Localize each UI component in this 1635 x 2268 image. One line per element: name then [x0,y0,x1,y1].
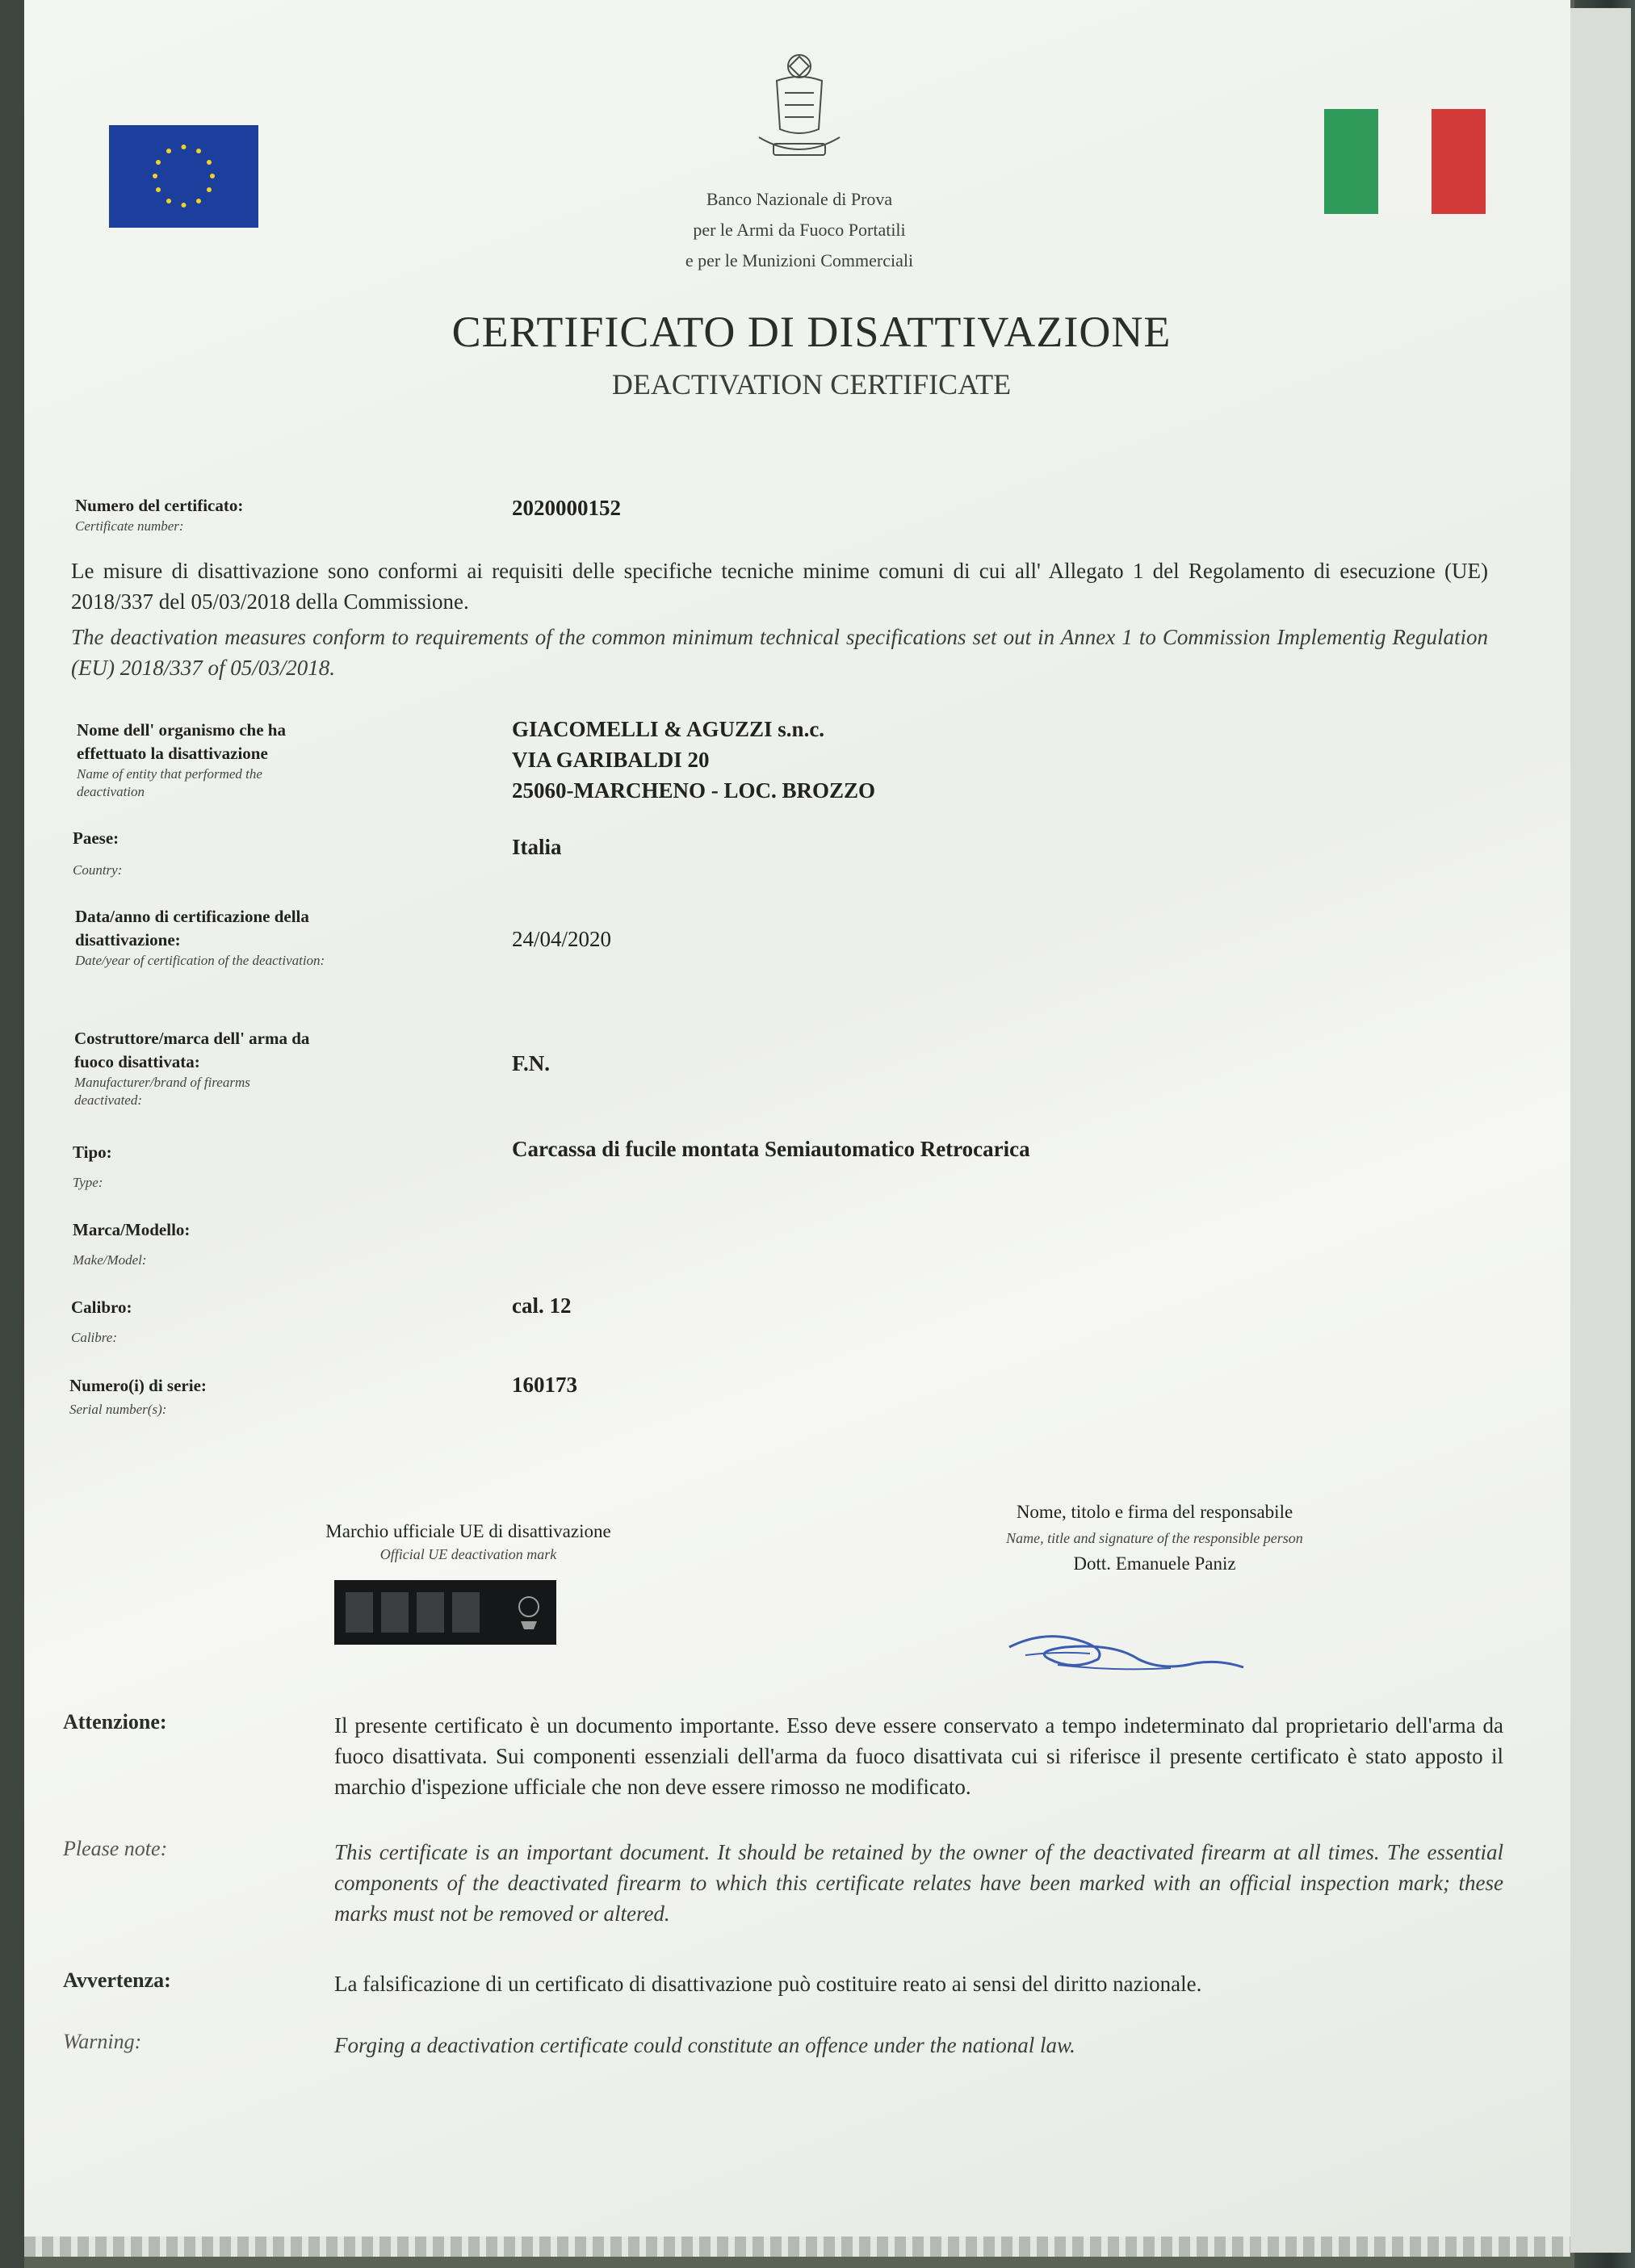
type-label: Tipo: [73,1142,112,1162]
model-label-en: Make/Model: [73,1252,147,1268]
mark-label: Marchio ufficiale UE di disattivazione [325,1521,611,1541]
entity-city: 25060-MARCHENO - LOC. BROZZO [512,778,876,803]
certificate-number-label-group [75,494,398,535]
entity-value-group [512,714,1239,806]
please-note-text: This certificate is an important document. It should be retained by the owner of the deactivated firearm at all times. The essential components of the deactivated firearm to which this certificate relates have been marked with an official inspection mark; these marks must not be removed or altered. [334,1840,1503,1926]
model-label: Marca/Modello: [73,1220,191,1239]
warning-it-text: La falsificazione di un certificato di disattivazione può costituire reato ai sensi del diritto nazionale. [334,1972,1202,1996]
manufacturer-label-group [74,1027,438,1109]
background-edge-left [0,0,24,2268]
mark-label-group [266,1518,670,1563]
deactivation-mark-image [334,1580,556,1645]
responsible-name: Dott. Emanuele Paniz [1073,1553,1236,1574]
institution-line: Banco Nazionale di Prova [706,189,893,209]
responsible-label-en: Name, title and signature of the responsible person [1006,1530,1303,1546]
manufacturer-label: fuoco disattivata: [74,1052,200,1071]
manufacturer-label-en: deactivated: [74,1092,143,1108]
date-label-group [75,905,479,970]
entity-label-en: Name of entity that performed the [77,766,262,782]
country-value: Italia [512,835,562,859]
responsible-group [929,1499,1381,1578]
mark-label-en: Official UE deactivation mark [379,1546,557,1562]
date-label: disattivazione: [75,930,181,950]
type-label-en: Type: [73,1175,103,1190]
certificate-title: CERTIFICATO DI DISATTIVAZIONE [451,308,1172,356]
date-label-en: Date/year of certification of the deactivation: [75,953,325,968]
certificate-number-value: 2020000152 [512,496,621,520]
date-value: 24/04/2020 [512,927,612,951]
warning-en-label: Warning: [63,2030,142,2053]
calibre-value: cal. 12 [512,1293,572,1318]
conformity-text-it: Le misure di disattivazione sono conformi ai requisiti delle specifiche tecniche minime comuni di cui all' Allegato 1 del Regolamento di esecuzione (UE) 2018/337 del 05/03/2018 della Commissione. [71,559,1488,614]
seal-icon [513,1594,545,1631]
attention-label: Attenzione: [63,1710,167,1733]
binder-strip [24,2237,1570,2257]
model-label-group [73,1218,396,1269]
italian-flag-icon [1324,109,1486,214]
mark-block [452,1592,480,1633]
serial-label-group [69,1374,392,1419]
country-label-group [73,827,396,879]
certificate-number-label: Numero del certificato: [75,496,244,515]
institution-line: e per le Munizioni Commerciali [685,250,914,270]
mark-block [381,1592,409,1633]
calibre-label-group [71,1296,394,1347]
manufacturer-label-en: Manufacturer/brand of firearms [74,1075,250,1090]
date-label: Data/anno di certificazione della [75,907,309,926]
entity-label-group [77,719,440,801]
entity-label: effettuato la disattivazione [77,744,268,763]
institution-line: per le Armi da Fuoco Portatili [693,220,906,240]
manufacturer-value: F.N. [512,1051,551,1075]
conformity-text-en: The deactivation measures conform to requirements of the common minimum technical specifications set out in Annex 1 to Commission Implementig Regulation (EU) 2018/337 of 05/03/2018. [71,625,1488,680]
certificate-subtitle: DEACTIVATION CERTIFICATE [611,368,1012,400]
manufacturer-label: Costruttore/marca dell' arma da [74,1029,310,1048]
responsible-label: Nome, titolo e firma del responsabile [1016,1502,1293,1522]
serial-value: 160173 [512,1373,577,1397]
attention-text: Il presente certificato è un documento importante. Esso deve essere conservato a tempo indeterminato dal proprietario dell'arma da fuoco disattivata. Sui componenti essenziali dell'arma da fuoco disattivata cui si riferisce il presente certificato è stato apposto il marchio d'ispezione ufficiale che non deve essere rimosso ne modificato. [334,1713,1503,1799]
calibre-label: Calibro: [71,1297,132,1317]
italian-emblem-icon [735,48,864,170]
entity-name: GIACOMELLI & AGUZZI s.n.c. [512,717,825,741]
please-note-label: Please note: [63,1837,168,1860]
eu-flag-icon [109,125,258,228]
country-label: Paese: [73,828,119,848]
mark-block [346,1592,373,1633]
serial-label-en: Serial number(s): [69,1402,167,1417]
mark-block [417,1592,444,1633]
certificate-page [24,0,1570,2237]
entity-street: VIA GARIBALDI 20 [512,748,710,772]
type-label-group [73,1141,396,1192]
warning-it-label: Avvertenza: [63,1968,171,1992]
certificate-number-label-en: Certificate number: [75,518,184,534]
entity-label: Nome dell' organismo che ha [77,720,286,740]
entity-label-en: deactivation [77,784,145,799]
warning-en-text: Forging a deactivation certificate could constitute an offence under the national law. [334,2033,1075,2057]
serial-label: Numero(i) di serie: [69,1376,207,1395]
calibre-label-en: Calibre: [71,1330,117,1345]
type-value: Carcassa di fucile montata Semiautomatico Retrocarica [512,1137,1030,1161]
signature-image [977,1615,1251,1687]
country-label-en: Country: [73,862,123,878]
institution-name [589,184,1009,276]
